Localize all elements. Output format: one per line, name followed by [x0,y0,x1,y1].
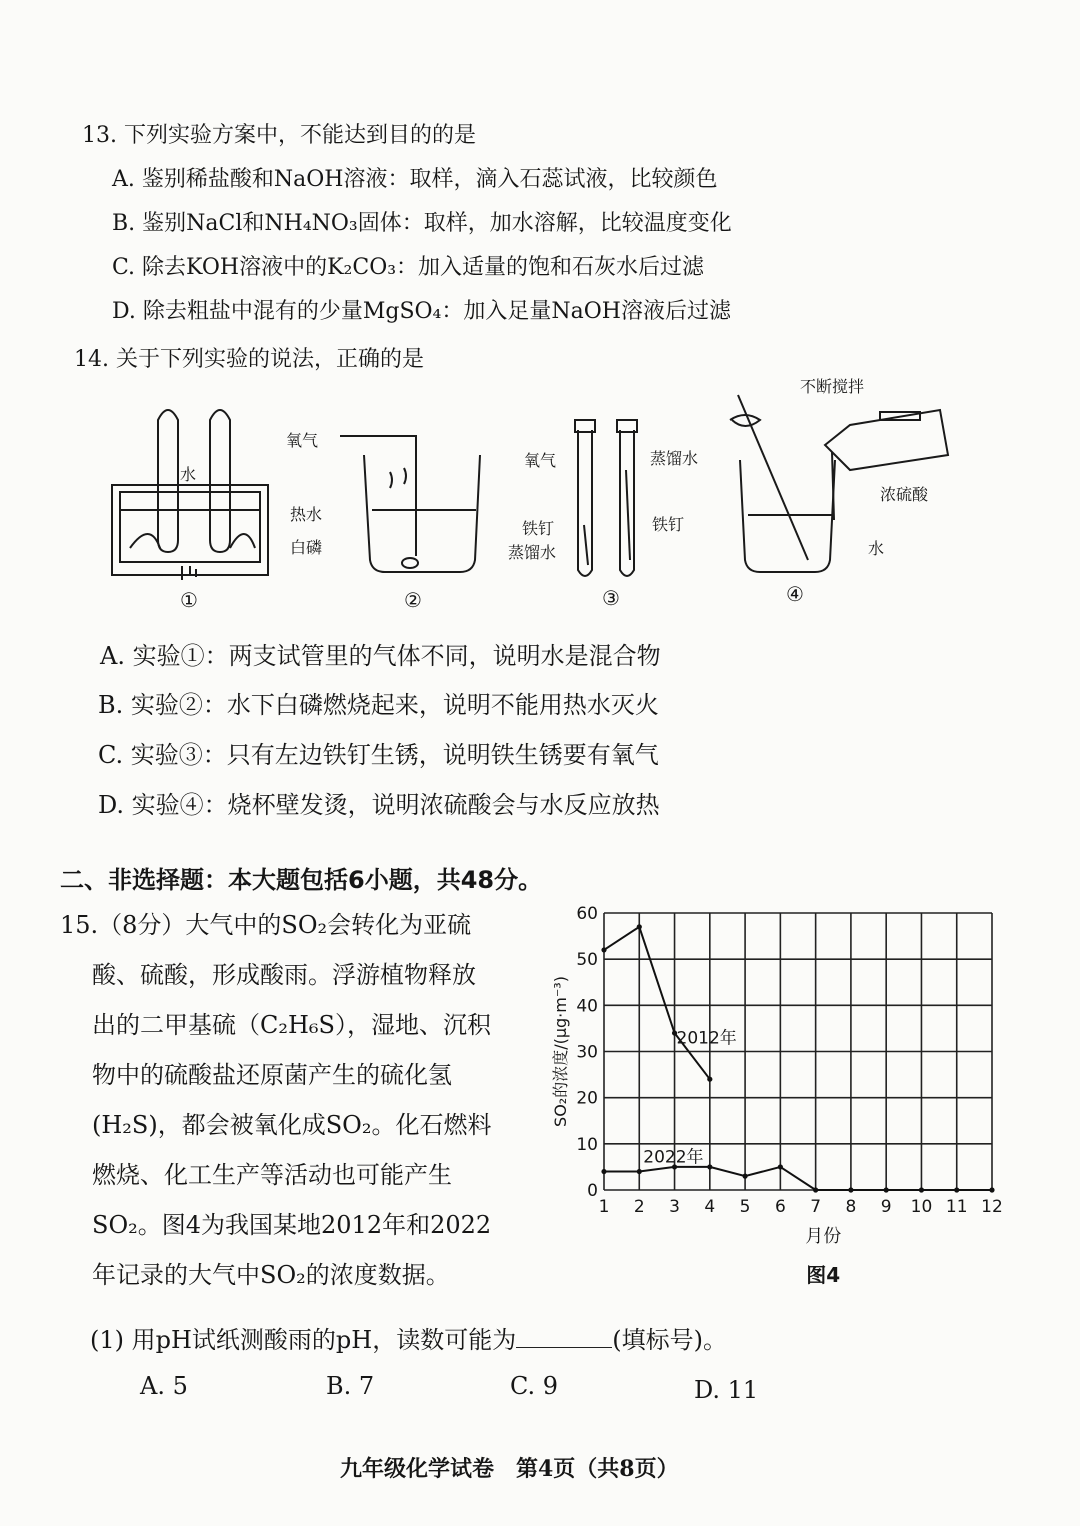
annotation-2022: 2022年 [643,1147,704,1168]
y-tick-label: 20 [576,1088,598,1109]
y-tick-label: 50 [576,950,598,971]
fig4-label-acid: 浓硫酸 [880,485,929,504]
fig2-label-phosphorus: 白磷 [290,538,323,557]
q14-option-c: C. 实验③：只有左边铁钉生锈，说明铁生锈要有氧气 [98,741,659,769]
fig3-test-tubes [575,420,637,576]
x-tick-label: 8 [845,1197,857,1217]
fig3-label-nail-right: 铁钉 [652,515,685,534]
y-axis-label: SO₂的浓度/(μg·m⁻³) [551,976,570,1127]
q15-line: 年记录的大气中SO₂的浓度数据。 [92,1261,450,1289]
x-tick-label: 4 [704,1197,716,1217]
x-tick-label: 3 [669,1197,680,1217]
q13-stem: 13. 下列实验方案中，不能达到目的的是 [82,123,476,148]
section-heading: 二、非选择题：本大题包括6小题，共48分。 [60,866,543,894]
fig3-label-water-left: 蒸馏水 [508,543,557,562]
series-line-1 [604,1167,992,1190]
q15-choice-b: B. 7 [326,1372,375,1400]
q15-line: 物中的硫酸盐还原菌产生的硫化氢 [92,1061,452,1089]
fig1-label-water: 水 [180,465,197,484]
q15-sub1-tail: (填标号)。 [612,1326,727,1354]
data-point [778,1164,783,1169]
data-point [813,1187,818,1192]
fig3-label-nail-left: 铁钉 [522,519,555,538]
fig3-label-oxygen: 氧气 [524,451,557,470]
q15-line: (H₂S)，都会被氧化成SO₂。化石燃料 [92,1111,492,1139]
fig2-label-hot-water: 热水 [290,505,323,524]
fig3-label-water-right: 蒸馏水 [650,449,699,468]
fig4-label-water: 水 [868,539,885,558]
q13-option-a: A. 鉴别稀盐酸和NaOH溶液：取样，滴入石蕊试液，比较颜色 [112,167,718,192]
fig4-number: ④ [786,582,804,606]
data-point [601,1169,606,1174]
data-point [848,1187,853,1192]
x-tick-label: 2 [633,1197,645,1217]
q15-text [60,900,491,1300]
y-tick-label: 30 [576,1042,598,1063]
y-tick-label: 40 [576,996,598,1017]
q15-choice-a: A. 5 [140,1372,188,1400]
q14-option-a: A. 实验①：两支试管里的气体不同，说明水是混合物 [100,642,661,670]
q15-line: 出的二甲基硫（C₂H₆S），湿地、沉积 [92,1011,491,1039]
x-tick-label: 6 [774,1197,786,1217]
page-footer: 九年级化学试卷 第4页（共8页） [340,1456,679,1482]
y-tick-label: 0 [587,1181,598,1201]
y-tick-label: 10 [576,1134,598,1155]
q15-choice-c: C. 9 [510,1372,559,1400]
x-tick-label: 1 [598,1197,610,1217]
series-line-0 [604,927,710,1079]
x-tick-label: 5 [739,1197,751,1217]
x-axis-label: 月份 [805,1226,842,1247]
annotation-2012: 2012年 [676,1028,737,1049]
chart-title: 图4 [806,1263,841,1287]
fig2-label-oxygen: 氧气 [286,431,319,450]
q13-option-c: C. 除去KOH溶液中的K₂CO₃：加入适量的饱和石灰水后过滤 [112,255,705,280]
data-point [707,1164,712,1169]
q14-option-d: D. 实验④：烧杯壁发烫，说明浓硫酸会与水反应放热 [98,791,660,819]
data-point [637,924,642,929]
data-point [989,1187,994,1192]
q13-option-b: B. 鉴别NaCl和NH₄NO₃固体：取样，加水溶解，比较温度变化 [112,211,732,236]
x-tick-label: 10 [910,1197,933,1217]
x-tick-label: 7 [810,1197,822,1217]
data-point [742,1174,747,1179]
q15-line: 15.（8分）大气中的SO₂会转化为亚硫 [60,911,472,939]
fig3-number: ③ [602,586,620,610]
fig1-number: ① [180,588,198,612]
x-tick-label: 12 [981,1197,1003,1217]
fig1-electrolysis [112,410,268,580]
data-point [601,947,606,952]
data-point [637,1169,642,1174]
q15-sub1 [90,1320,727,1355]
q15-sub1-text: (1) 用pH试纸测酸雨的pH，读数可能为 [90,1326,517,1354]
q14-stem: 14. 关于下列实验的说法，正确的是 [74,347,424,372]
answer-blank[interactable] [516,1327,612,1348]
y-tick-label: 60 [576,904,598,924]
data-point [707,1077,712,1082]
fig2-beaker [340,436,480,572]
so2-chart [540,895,1020,1295]
q15-line: 燃烧、化工生产等活动也可能产生 [92,1161,452,1189]
q15-choice-d: D. 11 [694,1376,759,1404]
data-point [919,1187,924,1192]
data-point [884,1187,889,1192]
data-point [954,1187,959,1192]
x-tick-label: 9 [880,1197,892,1217]
q14-option-b: B. 实验②：水下白磷燃烧起来，说明不能用热水灭火 [98,691,659,719]
q13-option-d: D. 除去粗盐中混有的少量MgSO₄：加入足量NaOH溶液后过滤 [112,299,731,324]
fig4-label-stir: 不断搅拌 [800,377,865,396]
q15-line: 酸、硫酸，形成酸雨。浮游植物释放 [92,961,476,989]
fig2-number: ② [404,588,422,612]
x-tick-label: 11 [945,1197,968,1217]
q15-line: SO₂。图4为我国某地2012年和2022 [92,1211,492,1239]
